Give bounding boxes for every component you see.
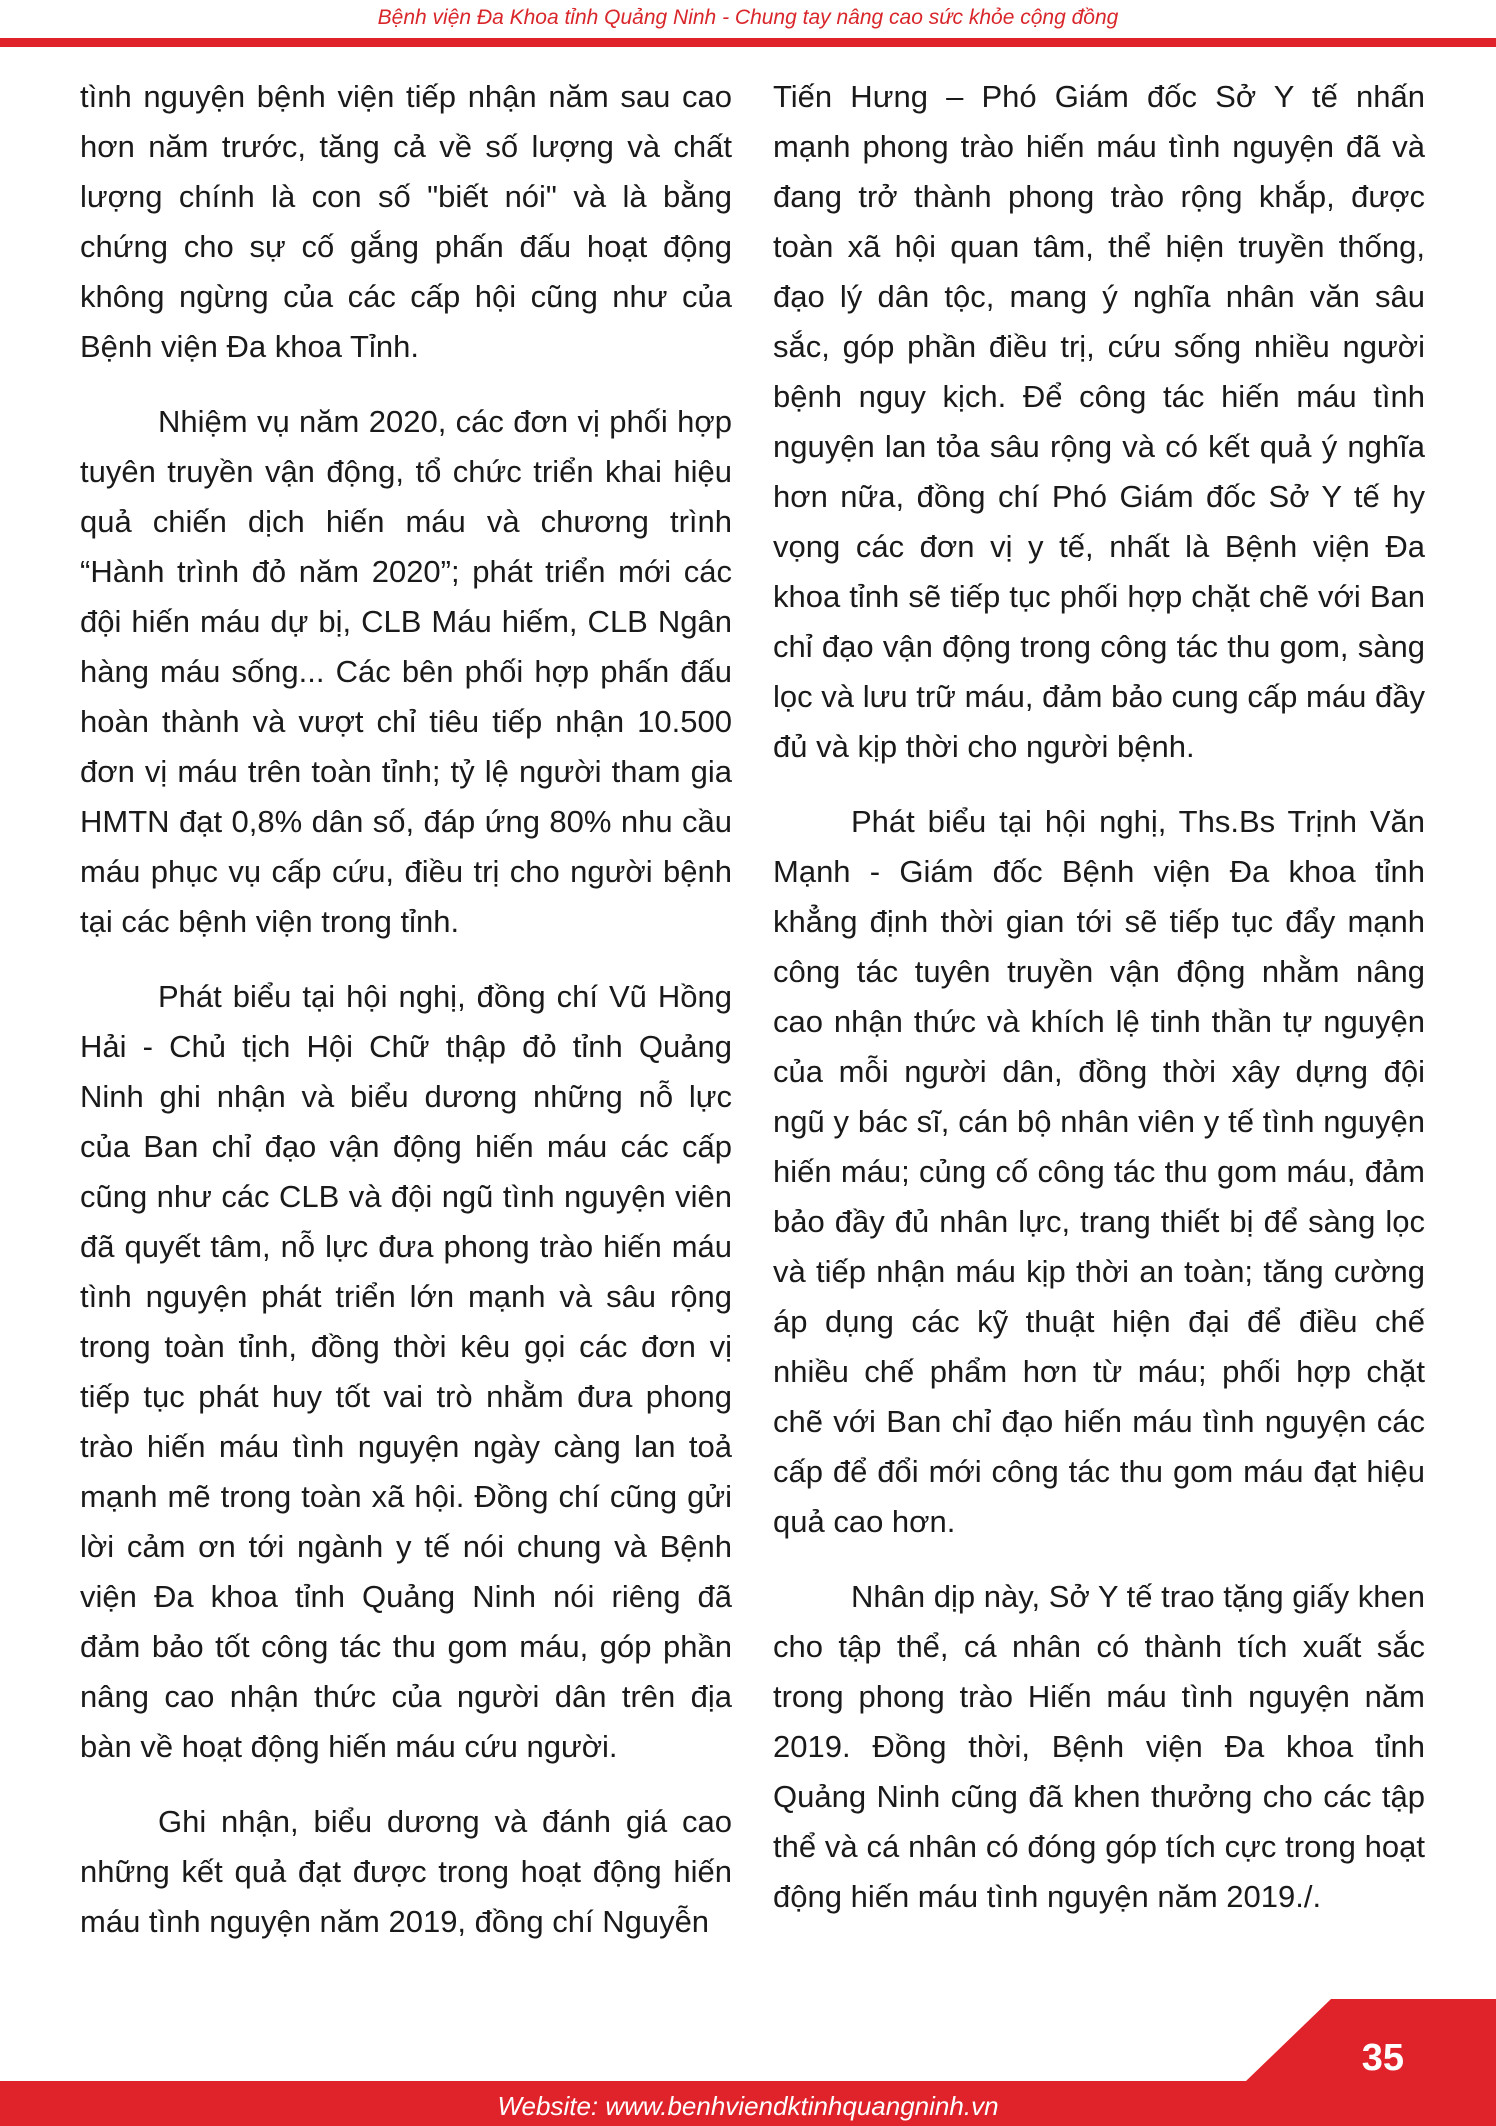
right-column bbox=[773, 72, 1425, 1947]
paragraph: Phát biểu tại hội nghị, Ths.Bs Trịnh Văn Mạnh - Giám đốc Bệnh viện Đa khoa tỉnh khẳng định thời gian tới sẽ tiếp tục đẩy mạnh công tác tuyên truyền vận động nhằm nâng cao nhận thức và khích lệ tinh thần tự nguyện của mỗi người dân, đồng thời xây dựng đội ngũ y bác sĩ, cán bộ nhân viên y tế tình nguyện hiến máu; củng cố công tác thu gom máu, đảm bảo đầy đủ nhân lực, trang thiết bị để sàng lọc và tiếp nhận máu kịp thời an toàn; tăng cường áp dụng các kỹ thuật hiện đại để điều chế nhiều chế phẩm hơn từ máu; phối hợp chặt chẽ với Ban chỉ đạo hiến máu tình nguyện các cấp để đổi mới công tác thu gom máu đạt hiệu quả cao hơn. bbox=[773, 804, 1425, 1539]
paragraph: Nhiệm vụ năm 2020, các đơn vị phối hợp tuyên truyền vận động, tổ chức triển khai hiệu quả chiến dịch hiến máu và chương trình “Hành trình đỏ năm 2020”; phát triển mới các đội hiến máu dự bị, CLB Máu hiếm, CLB Ngân hàng máu sống... Các bên phối hợp phấn đấu hoàn thành và vượt chỉ tiêu tiếp nhận 10.500 đơn vị máu trên toàn tỉnh; tỷ lệ người tham gia HMTN đạt 0,8% dân số, đáp ứng 80% nhu cầu máu phục vụ cấp cứu, điều trị cho người bệnh tại các bệnh viện trong tỉnh. bbox=[80, 404, 732, 939]
running-header: Bệnh viện Đa Khoa tỉnh Quảng Ninh - Chung tay nâng cao sức khỏe cộng đồng bbox=[377, 6, 1119, 29]
header-rule bbox=[0, 38, 1496, 47]
page-number: 35 bbox=[1361, 2037, 1404, 2079]
left-column bbox=[80, 72, 732, 1972]
paragraph: tình nguyện bệnh viện tiếp nhận năm sau cao hơn năm trước, tăng cả về số lượng và chất lượng chính là con số "biết nói" và là bằng chứng cho sự cố gắng phấn đấu hoạt động không ngừng của các cấp hội cũng như của Bệnh viện Đa khoa Tỉnh. bbox=[80, 79, 732, 364]
paragraph: Phát biểu tại hội nghị, đồng chí Vũ Hồng Hải - Chủ tịch Hội Chữ thập đỏ tỉnh Quảng Ninh ghi nhận và biểu dương những nỗ lực của Ban chỉ đạo vận động hiến máu các cấp cũng như các CLB và đội ngũ tình nguyện viên đã quyết tâm, nỗ lực đưa phong trào hiến máu tình nguyện phát triển lớn mạnh và sâu rộng trong toàn tỉnh, đồng thời kêu gọi các đơn vị tiếp tục phát huy tốt vai trò nhằm đưa phong trào hiến máu tình nguyện ngày càng lan toả mạnh mẽ trong toàn xã hội. Đồng chí cũng gửi lời cảm ơn tới ngành y tế nói chung và Bệnh viện Đa khoa tỉnh Quảng Ninh nói riêng đã đảm bảo tốt công tác thu gom máu, góp phần nâng cao nhận thức của người dân trên địa bàn về hoạt động hiến máu cứu người. bbox=[80, 979, 732, 1764]
paragraph: Nhân dịp này, Sở Y tế trao tặng giấy khen cho tập thể, cá nhân có thành tích xuất sắc trong phong trào Hiến máu tình nguyện năm 2019. Đồng thời, Bệnh viện Đa khoa tỉnh Quảng Ninh cũng đã khen thưởng cho các tập thể và cá nhân có đóng góp tích cực trong hoạt động hiến máu tình nguyện năm 2019./. bbox=[773, 1579, 1425, 1914]
footer-website[interactable]: Website: www.benhviendktinhquangninh.vn bbox=[497, 2091, 999, 2121]
paragraph: Ghi nhận, biểu dương và đánh giá cao những kết quả đạt được trong hoạt động hiến máu tình nguyện năm 2019, đồng chí Nguyễn bbox=[80, 1804, 732, 1939]
paragraph: Tiến Hưng – Phó Giám đốc Sở Y tế nhấn mạnh phong trào hiến máu tình nguyện đã và đang trở thành phong trào rộng khắp, được toàn xã hội quan tâm, thể hiện truyền thống, đạo lý dân tộc, mang ý nghĩa nhân văn sâu sắc, góp phần điều trị, cứu sống nhiều người bệnh nguy kịch. Để công tác hiến máu tình nguyện lan tỏa sâu rộng và có kết quả ý nghĩa hơn nữa, đồng chí Phó Giám đốc Sở Y tế hy vọng các đơn vị y tế, nhất là Bệnh viện Đa khoa tỉnh sẽ tiếp tục phối hợp chặt chẽ với Ban chỉ đạo vận động trong công tác thu gom, sàng lọc và lưu trữ máu, đảm bảo cung cấp máu đầy đủ và kịp thời cho người bệnh. bbox=[773, 79, 1425, 764]
